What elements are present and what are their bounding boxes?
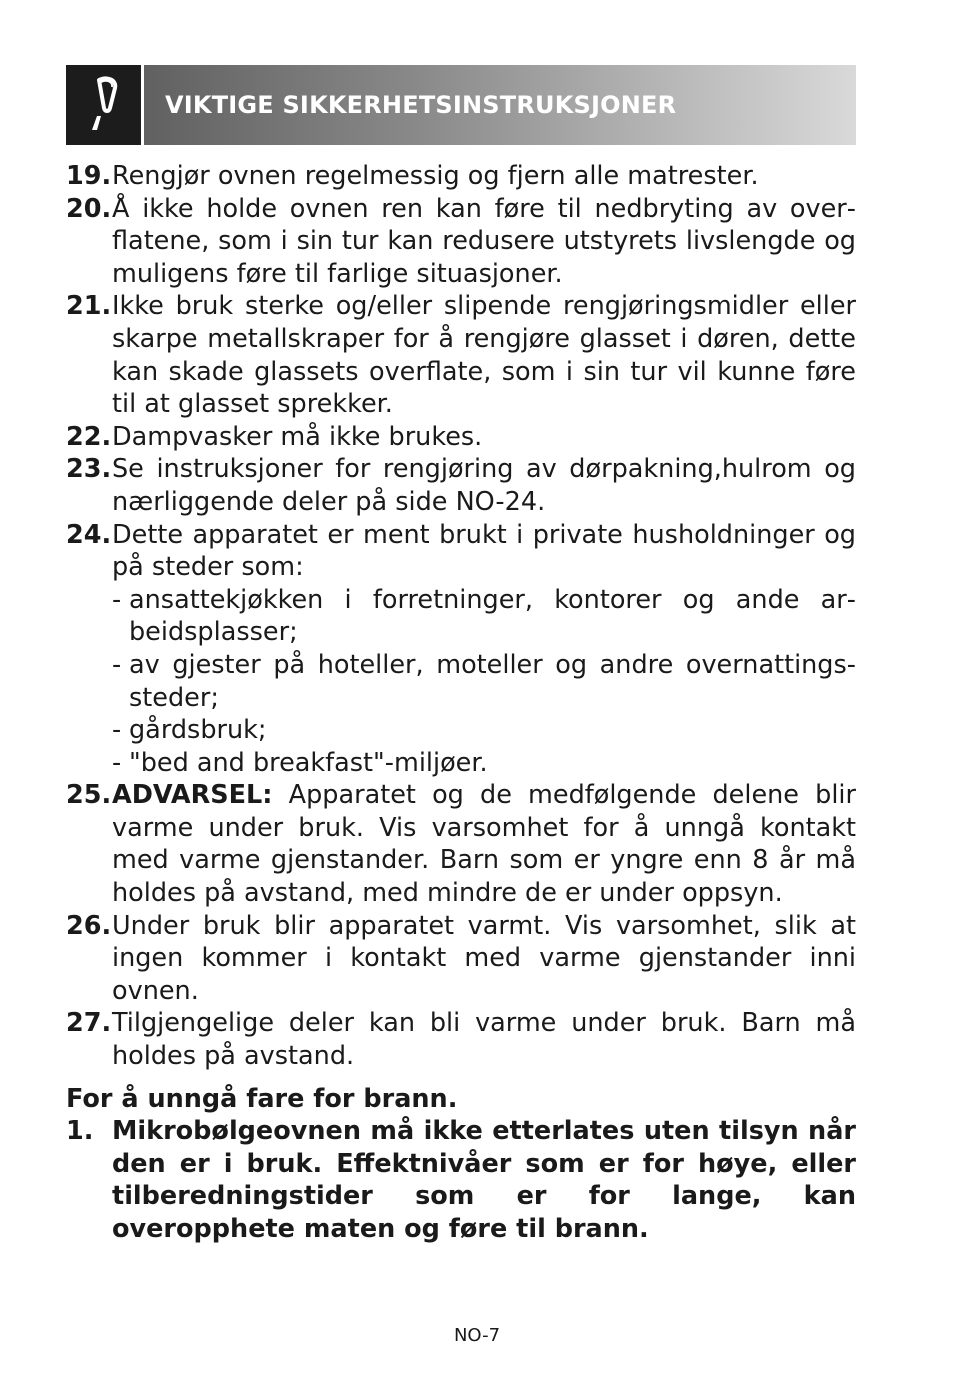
warning-icon-box: [66, 65, 144, 145]
item-number: 21.: [66, 291, 112, 322]
list-item-27: [66, 1007, 856, 1072]
warning-text: Apparatet og de medfølgende delene blir varme under bruk. Vis varsomhet for å unngå kontakt med varme gjenstander. Barn som er yngre enn 8 år må holdes på avstand, med mindre de er under oppsyn.: [112, 780, 856, 909]
sub-item-text: ansattekjøkken i forretninger, kontorer og ande arbeidsplasser;: [129, 584, 856, 648]
item-text: [112, 779, 856, 909]
sub-item-text: "bed and breakfast"-miljøer.: [129, 747, 488, 778]
list-item-23: [66, 453, 856, 518]
item-text: Å ikke holde ovnen ren kan føre til nedbryting av overflatene, som i sin tur kan redusere utstyrets livslengde og muligens føre til farlige situasjoner.: [112, 193, 856, 289]
item-text: Mikrobølgeovnen må ikke etterlates uten tilsyn når den er i bruk. Effektnivåer som er for høye, eller tilberedningstider som er for lange, kan overopphete maten og føre til brann.: [112, 1116, 856, 1244]
instructions-content: [66, 160, 856, 1246]
item-number: 27.: [66, 1008, 112, 1039]
fire-list-item-1: [66, 1115, 856, 1245]
header-title: VIKTIGE SIKKERHETSINSTRUKSJONER: [165, 91, 677, 119]
section-header: [66, 65, 856, 145]
list-item-19: [66, 160, 856, 193]
dash: -: [112, 584, 122, 615]
item-number: 23.: [66, 454, 112, 485]
exclamation-icon: [89, 76, 119, 134]
item-number: 20.: [66, 193, 112, 224]
item-body: [112, 519, 856, 780]
dash: -: [112, 715, 122, 746]
list-item-21: [66, 290, 856, 420]
sub-item-text: gårdsbruk;: [129, 715, 267, 746]
item-number: 24.: [66, 519, 112, 550]
list-item-20: [66, 193, 856, 291]
item-text: Ikke bruk sterke og/eller slipende rengjøringsmidler eller skarpe metallskraper for å rengjøre glasset i døren, dette kan skade glassets overflate, som i sin tur vil kunne føre til at glasset sprekker.: [112, 291, 856, 420]
dash: -: [112, 747, 122, 778]
item-number: 26.: [66, 910, 112, 941]
list-item-24: [66, 519, 856, 780]
dash: -: [112, 649, 122, 680]
sub-item: [112, 584, 856, 649]
item-number: 22.: [66, 421, 112, 452]
warning-label: ADVARSEL:: [112, 780, 273, 811]
item-text: Rengjør ovnen regelmessig og fjern alle matrester.: [112, 161, 759, 191]
list-item-25: [66, 779, 856, 909]
list-item-22: [66, 421, 856, 454]
item-number: 1.: [66, 1116, 94, 1147]
item-text: Dette apparatet er ment brukt i private husholdninger og på steder som:: [112, 519, 856, 583]
sub-item: [112, 649, 856, 714]
item-number: 25.: [66, 780, 112, 811]
sub-item: [112, 747, 856, 780]
item-text: Tilgjengelige deler kan bli varme under bruk. Barn må holdes på avstand.: [112, 1008, 856, 1072]
item-text: Dampvasker må ikke brukes.: [112, 421, 483, 452]
fire-section-heading: For å unngå fare for brann.: [66, 1083, 458, 1114]
item-text: Se instruksjoner for rengjøring av dørpakning,hulrom og nærliggende deler på side NO-24.: [112, 454, 856, 517]
list-item-26: [66, 910, 856, 1008]
item-text: Under bruk blir apparatet varmt. Vis varsomhet, slik at ingen kommer i kontakt med varme gjenstander inni ovnen.: [112, 910, 856, 1006]
sub-item-text: av gjester på hoteller, moteller og andre overnattingssteder;: [129, 649, 856, 713]
sub-item: [112, 714, 856, 747]
item-number: 19.: [66, 161, 112, 191]
page-number: NO-7: [453, 1325, 501, 1346]
